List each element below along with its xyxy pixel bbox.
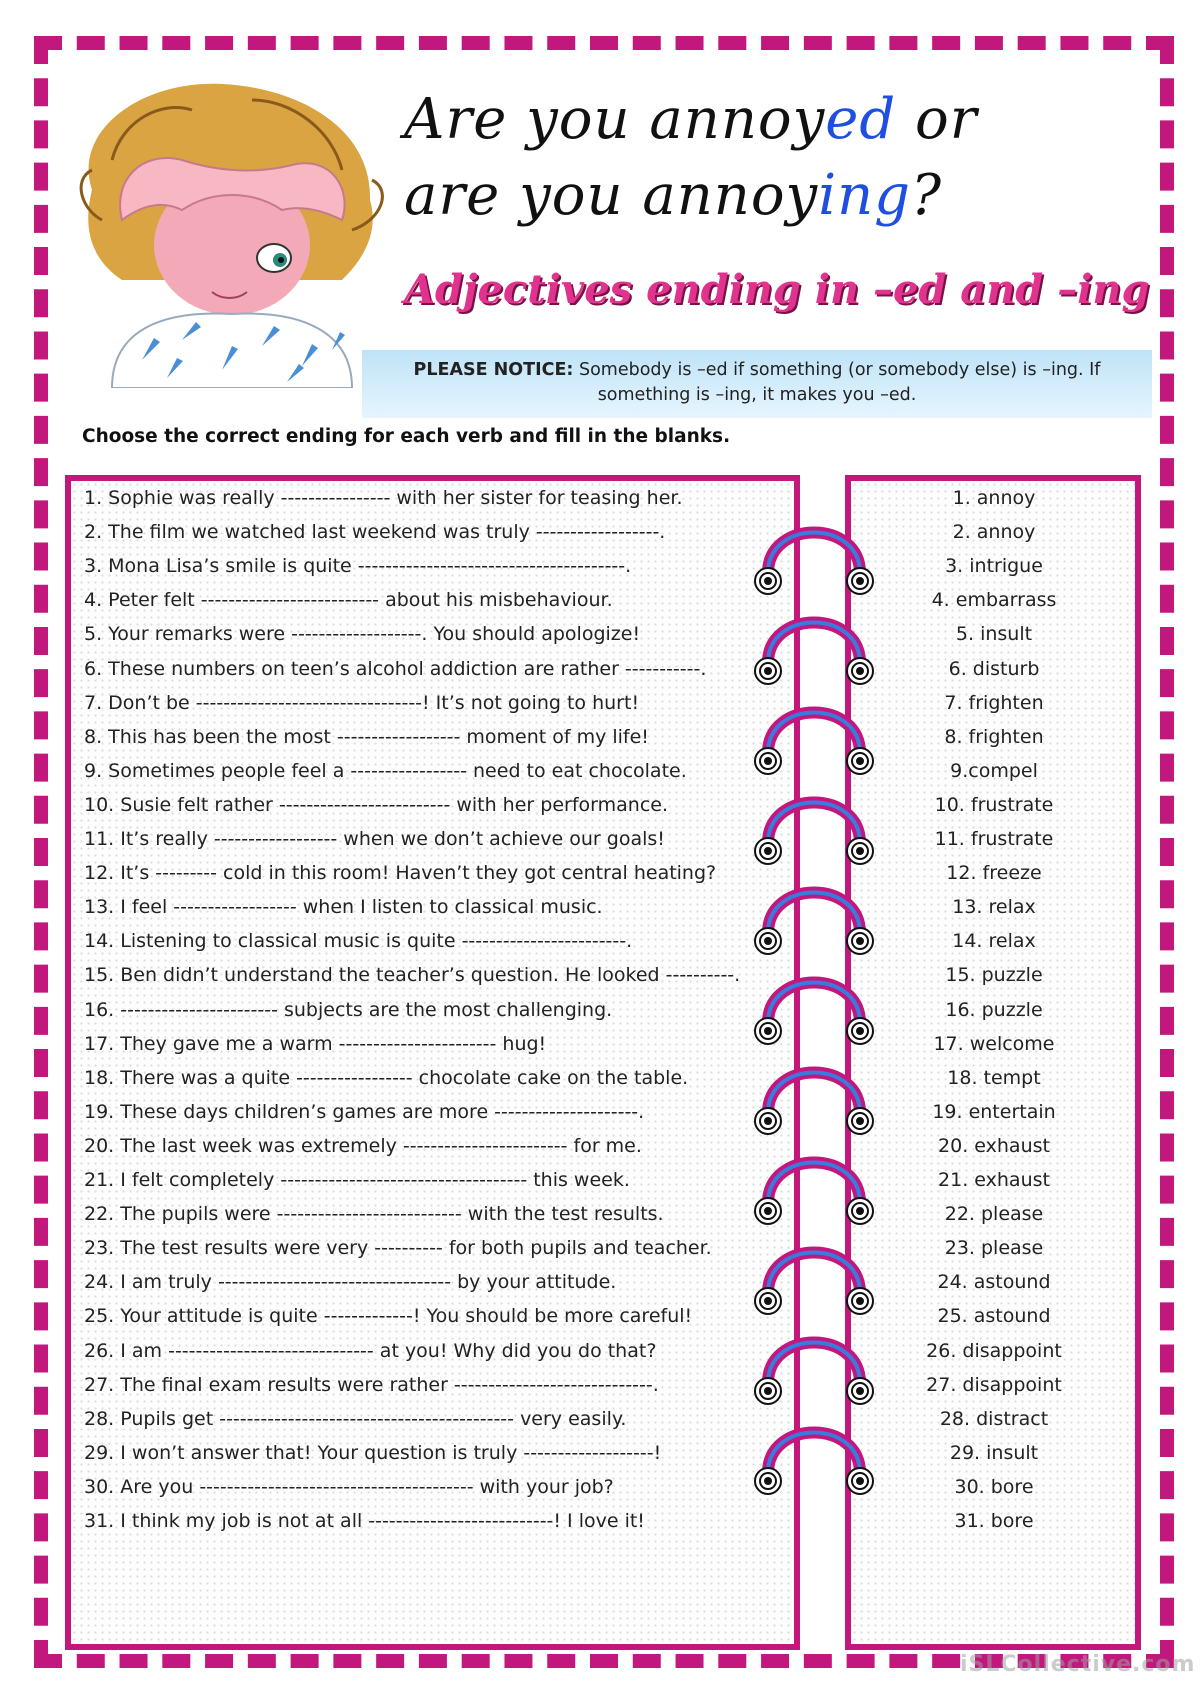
ring-icon <box>755 533 873 595</box>
ring-icon <box>755 1163 873 1225</box>
verb-item: 25. astound <box>937 1305 1051 1328</box>
sentence-item: 19. These days children’s games are more ---------------------. <box>84 1100 645 1123</box>
ring-icon <box>755 893 873 955</box>
title-line-2 <box>404 158 1164 234</box>
sentence-item: 26. I am ------------------------------ at you! Why did you do that? <box>84 1339 657 1362</box>
verb-item: 20. exhaust <box>938 1134 1050 1157</box>
sentence-item: 2. The film we watched last weekend was truly ------------------. <box>84 521 666 544</box>
sentence-item: 4. Peter felt -------------------------- about his misbehaviour. <box>84 589 613 612</box>
sentence-item: 5. Your remarks were -------------------. You should apologize! <box>84 623 641 646</box>
sentence-item: 27. The final exam results were rather -----------------------------. <box>84 1373 659 1396</box>
sentence-item: 10. Susie felt rather ------------------------- with her performance. <box>84 793 668 816</box>
notice-box <box>362 350 1152 418</box>
verb-item: 24. astound <box>937 1271 1051 1294</box>
sentence-item: 29. I won’t answer that! Your question is truly -------------------! <box>84 1441 662 1464</box>
sentence-item: 21. I felt completely ------------------------------------ this week. <box>84 1169 630 1191</box>
worksheet-title <box>404 82 1164 234</box>
ring-icon <box>755 1073 873 1135</box>
title-line2-part-a: are you annoy <box>404 163 819 228</box>
sentence-item: 14. Listening to classical music is quite ------------------------. <box>84 930 633 953</box>
sentence-item: 15. Ben didn’t understand the teacher’s question. He looked ----------. <box>84 964 741 987</box>
title-ing-suffix: ing <box>818 163 912 228</box>
sentence-item: 31. I think my job is not at all ---------------------------! I love it! <box>84 1510 645 1532</box>
title-line-1 <box>404 82 1164 158</box>
sentence-item: 7. Don’t be ---------------------------------! It’s not going to hurt! <box>84 691 640 714</box>
ring-icon <box>755 623 873 685</box>
verb-item: 13. relax <box>952 896 1036 919</box>
ring-icon <box>755 1433 873 1495</box>
notice-text: Somebody is –ed if something (or somebody else) is –ing. If something is –ing, it makes you –ed. <box>573 360 1101 405</box>
sentence-item: 3. Mona Lisa’s smile is quite ---------------------------------------. <box>84 555 632 578</box>
sentence-item: 22. The pupils were --------------------------- with the test results. <box>84 1203 664 1226</box>
title-line1-part-c: or <box>896 87 978 152</box>
notice-label: PLEASE NOTICE: <box>413 360 574 380</box>
verb-item: 6. disturb <box>948 657 1040 680</box>
verb-item: 5. insult <box>955 623 1033 646</box>
verb-item: 17. welcome <box>933 1032 1055 1055</box>
verb-item: 18. tempt <box>947 1066 1041 1089</box>
sentence-item: 6. These numbers on teen’s alcohol addiction are rather -----------. <box>84 657 707 680</box>
sentence-item: 16. ----------------------- subjects are the most challenging. <box>84 998 613 1021</box>
verb-item: 11. frustrate <box>934 828 1054 850</box>
worksheet-subtitle: Adjectives ending in –ed and –ing <box>404 266 1150 313</box>
ring-icon <box>755 713 873 775</box>
verb-item: 31. bore <box>954 1510 1034 1532</box>
verb-item: 15. puzzle <box>945 964 1043 987</box>
sentence-item: 9. Sometimes people feel a ----------------- need to eat chocolate. <box>84 759 687 782</box>
sentence-item: 12. It’s --------- cold in this room! Haven’t they got central heating? <box>84 862 717 885</box>
verb-item: 28. distract <box>939 1407 1049 1430</box>
verb-item: 12. freeze <box>946 862 1042 885</box>
verb-item: 9.compel <box>950 759 1038 782</box>
ring-icon <box>755 983 873 1045</box>
ring-icon <box>755 1253 873 1315</box>
title-line2-part-c: ? <box>911 163 943 228</box>
verb-item: 19. entertain <box>932 1100 1056 1123</box>
verb-item: 10. frustrate <box>934 793 1054 816</box>
sentence-item: 20. The last week was extremely ------------------------ for me. <box>84 1134 642 1157</box>
verb-item: 4. embarrass <box>931 589 1057 612</box>
verb-item: 8. frighten <box>944 725 1044 748</box>
verb-item: 1. annoy <box>952 487 1036 509</box>
verb-item: 23. please <box>944 1237 1044 1260</box>
verb-item: 16. puzzle <box>945 998 1043 1021</box>
notebook-rings <box>740 480 900 1600</box>
sentence-item: 24. I am truly ---------------------------------- by your attitude. <box>84 1271 617 1294</box>
verb-item: 27. disappoint <box>926 1373 1062 1396</box>
verb-item: 7. frighten <box>944 691 1044 714</box>
instructions: Choose the correct ending for each verb and fill in the blanks. <box>82 426 731 447</box>
sentence-item: 13. I feel ------------------ when I listen to classical music. <box>84 896 603 919</box>
watermark: iSLCollective.com <box>960 1652 1196 1677</box>
sentence-item: 1. Sophie was really ---------------- with her sister for teasing her. <box>84 487 683 509</box>
verb-item: 2. annoy <box>952 521 1036 544</box>
sentence-item: 28. Pupils get ------------------------------------------- very easily. <box>84 1407 627 1430</box>
verb-item: 22. please <box>944 1203 1044 1226</box>
verb-item: 14. relax <box>952 930 1036 953</box>
title-ed-suffix: ed <box>825 87 897 152</box>
verb-item: 26. disappoint <box>926 1339 1062 1362</box>
sentence-item: 11. It’s really ------------------ when we don’t achieve our goals! <box>84 828 665 850</box>
ring-icon <box>755 803 873 865</box>
sentence-item: 30. Are you ---------------------------------------- with your job? <box>84 1475 614 1498</box>
sentence-item: 8. This has been the most ------------------ moment of my life! <box>84 725 649 748</box>
sentence-item: 25. Your attitude is quite -------------! You should be more careful! <box>84 1305 693 1328</box>
verb-item: 30. bore <box>954 1475 1034 1498</box>
ring-icon <box>755 1343 873 1405</box>
sentence-item: 18. There was a quite ----------------- chocolate cake on the table. <box>84 1066 689 1089</box>
title-line1-part-a: Are you annoy <box>404 87 826 152</box>
sentence-item: 23. The test results were very ---------- for both pupils and teacher. <box>84 1237 712 1260</box>
verb-item: 21. exhaust <box>938 1169 1050 1191</box>
verb-item: 29. insult <box>949 1441 1039 1464</box>
girl-illustration <box>52 70 404 388</box>
verb-item: 3. intrigue <box>945 555 1043 578</box>
sentence-item: 17. They gave me a warm ----------------------- hug! <box>84 1032 547 1055</box>
